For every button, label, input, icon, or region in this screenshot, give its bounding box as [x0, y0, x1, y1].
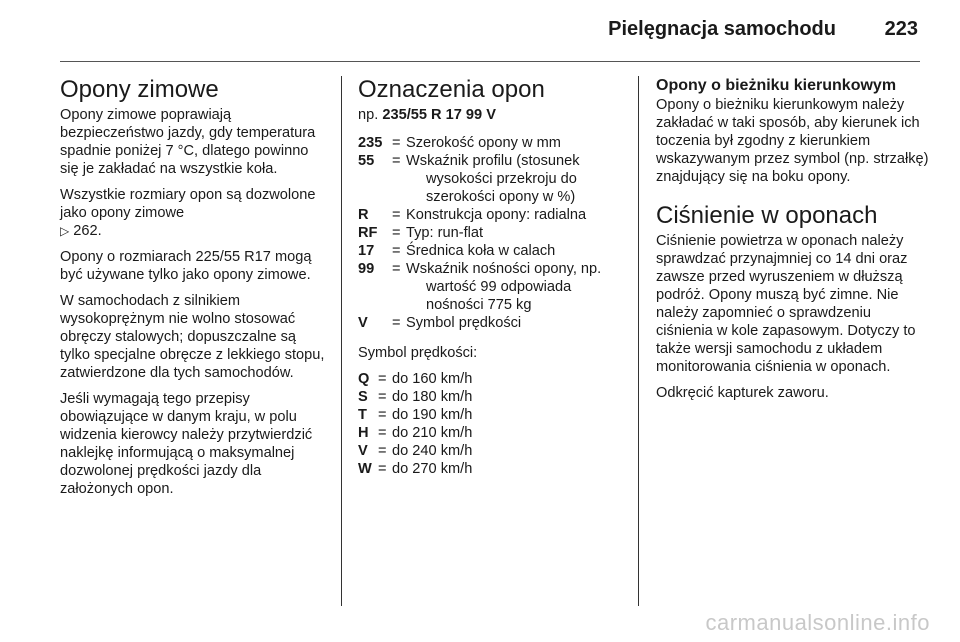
definition-row: 235 = Szerokość opony w mm: [358, 134, 628, 152]
column-tyre-markings: [358, 76, 628, 490]
speed-value: do 240 km/h: [392, 443, 473, 459]
paragraph-directional: Opony o bieżniku kierunkowym należy zakładać w taki sposób, aby kierunek ich toczenia był zgodny z kierunkiem wskazywanym przez symbol (np. strzałkę) znajdujący się na boku opony.: [656, 97, 929, 185]
definition-row: 55 = Wskaźnik profilu (stosunek wysokości przekroju do szerokości opony w %): [358, 152, 628, 206]
paragraph-sizes: [60, 186, 328, 240]
definition-row: 17 = Średnica koła w calach: [358, 242, 628, 260]
paragraph-diesel-rims: W samochodach z silnikiem wysokoprężnym nie wolno stosować obręczy stalowych; dopuszczalne są tylko specjalne obręcze z lekkiego stopu, zatwierdzone dla tych samochodów.: [60, 293, 325, 381]
speed-value: do 270 km/h: [392, 461, 473, 477]
definition-key: 55: [358, 153, 375, 169]
paragraph-sizes-text: Wszystkie rozmiary opon są dozwolone jako opony zimowe: [60, 187, 316, 221]
example-prefix: np.: [358, 107, 379, 123]
definition-value: Symbol prędkości: [406, 315, 522, 331]
speed-key: T: [358, 407, 367, 423]
header-divider: [60, 61, 920, 62]
heading-directional-tyres: Opony o bieżniku kierunkowym: [656, 77, 897, 94]
definition-row: R = Konstrukcja opony: radialna: [358, 206, 628, 224]
page-reference-icon: ▷: [60, 224, 70, 238]
speed-symbols: [358, 370, 628, 478]
definition-key: R: [358, 207, 369, 223]
speed-symbol-label: Symbol prędkości:: [358, 345, 478, 361]
speed-row: S = do 180 km/h: [358, 388, 628, 406]
speed-value: do 160 km/h: [392, 371, 473, 387]
watermark: carmanualsonline.info: [705, 610, 930, 635]
definition-key: RF: [358, 225, 378, 241]
speed-key: V: [358, 443, 368, 459]
definition-value: Konstrukcja opony: radialna: [406, 207, 587, 223]
example-marking: [358, 106, 628, 124]
marking-definitions: [358, 134, 628, 332]
column-divider-2: [638, 76, 639, 606]
speed-row: Q = do 160 km/h: [358, 370, 628, 388]
speed-key: W: [358, 461, 372, 477]
speed-key: Q: [358, 371, 370, 387]
section-title: Pielęgnacja samochodu: [608, 18, 836, 40]
speed-row: H = do 210 km/h: [358, 424, 628, 442]
heading-tyre-pressure: Ciśnienie w oponach: [656, 202, 878, 229]
page-reference-link[interactable]: 262.: [73, 223, 102, 239]
definition-value: Wskaźnik nośności opony, np.: [406, 261, 602, 277]
speed-key: H: [358, 425, 369, 441]
column-winter-tyres: [60, 76, 328, 506]
page-number: 223: [884, 18, 918, 40]
speed-value: do 190 km/h: [392, 407, 473, 423]
speed-row: V = do 240 km/h: [358, 442, 628, 460]
heading-tyre-markings: Oznaczenia opon: [358, 76, 545, 103]
speed-value: do 210 km/h: [392, 425, 473, 441]
paragraph-pressure: Ciśnienie powietrza w oponach należy sprawdzać przynajmniej co 14 dni oraz zawsze przed wyruszeniem w dłuższą podróż. Opony muszą być zimne. Nie należy zapomnieć o sprawdzeniu ciśnienia w kole zapasowym. Dotyczy to także wersji samochodu z układem monitorowania ciśnienia w oponach.: [656, 233, 916, 375]
definition-value-cont: wartość 99 odpowiada nośności 775 kg: [426, 279, 572, 313]
definition-row: V = Symbol prędkości: [358, 314, 628, 332]
definition-value: Szerokość opony w mm: [406, 135, 561, 151]
definition-key: 17: [358, 243, 375, 259]
definition-row: 99 = Wskaźnik nośności opony, np. wartość 99 odpowiada nośności 775 kg: [358, 260, 628, 314]
column-directional-pressure: [656, 76, 930, 410]
paragraph-valve-cap: Odkręcić kapturek zaworu.: [656, 385, 829, 401]
definition-key: 235: [358, 135, 383, 151]
definition-value-cont: wysokości przekroju do szerokości opony w %): [426, 171, 577, 205]
paragraph-winter-safety: Opony zimowe poprawiają bezpieczeństwo jazdy, gdy temperatura spadnie poniżej 7 °C, dlatego powinno się je zakładać na wszystkie koła.: [60, 107, 316, 177]
definition-key: 99: [358, 261, 375, 277]
paragraph-speed-sticker: Jeśli wymagają tego przepisy obowiązujące w danym kraju, w polu widzenia kierowcy należy przytwierdzić naklejkę informującą o maksymalnej dozwolonej prędkości jazdy dla założonych opon.: [60, 391, 313, 497]
definition-value: Średnica koła w calach: [406, 243, 556, 259]
speed-row: T = do 190 km/h: [358, 406, 628, 424]
definition-value: Typ: run-flat: [406, 225, 484, 241]
column-divider-1: [341, 76, 342, 606]
speed-value: do 180 km/h: [392, 389, 473, 405]
speed-row: W = do 270 km/h: [358, 460, 628, 478]
paragraph-size-225: Opony o rozmiarach 225/55 R17 mogą być używane tylko jako opony zimowe.: [60, 249, 312, 283]
definition-row: RF = Typ: run-flat: [358, 224, 628, 242]
definition-key: V: [358, 315, 368, 331]
speed-key: S: [358, 389, 368, 405]
heading-winter-tyres: Opony zimowe: [60, 76, 219, 103]
example-value: 235/55 R 17 99 V: [382, 107, 496, 123]
page-header: [0, 0, 960, 62]
definition-value: Wskaźnik profilu (stosunek: [406, 153, 580, 169]
